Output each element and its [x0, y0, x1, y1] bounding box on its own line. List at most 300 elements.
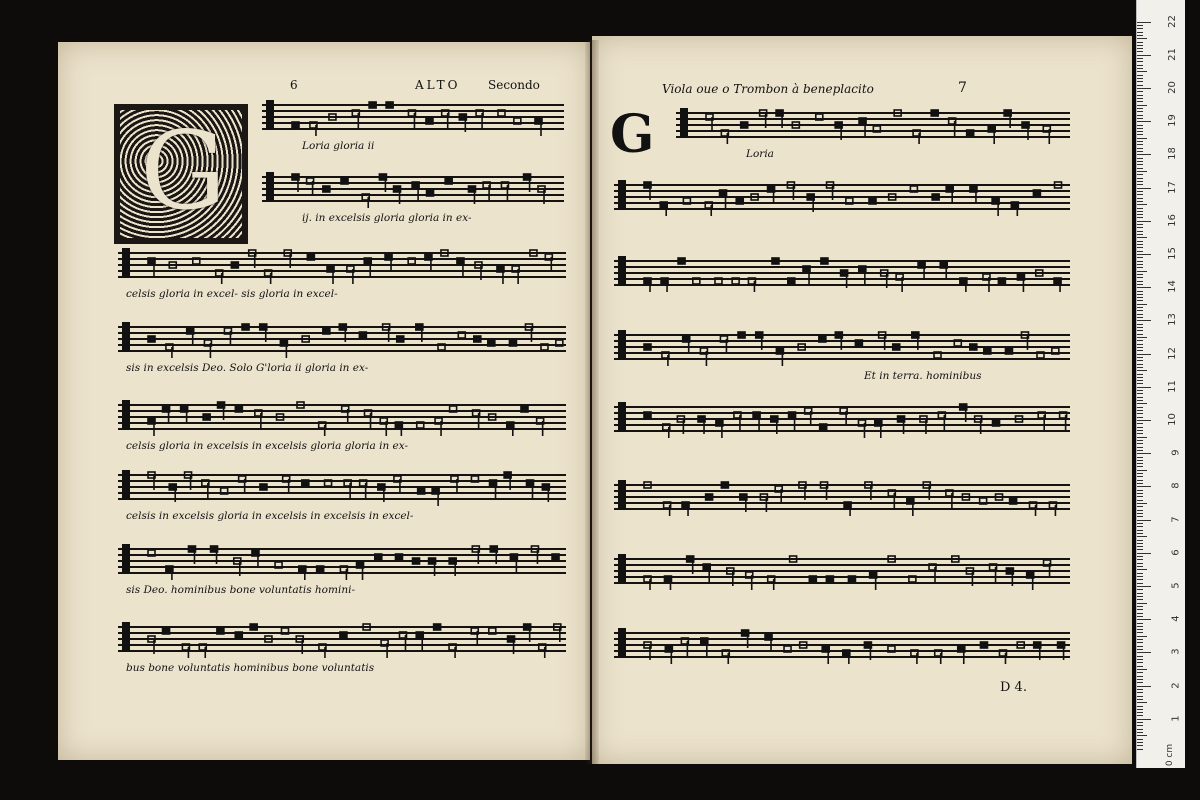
ruler-tick — [1137, 486, 1151, 487]
ruler-minor-tick — [1137, 307, 1143, 308]
ruler-minor-tick — [1137, 151, 1143, 152]
staff-notes — [614, 624, 1070, 664]
ruler-minor-tick — [1137, 138, 1147, 139]
ruler-minor-tick — [1137, 224, 1143, 225]
clef-sign — [122, 322, 130, 352]
ruler-tick — [1137, 520, 1151, 521]
note-head — [1017, 642, 1024, 648]
note-head — [292, 122, 299, 128]
ruler-minor-tick — [1137, 247, 1143, 248]
ruler-minor-tick — [1137, 367, 1143, 368]
ruler-minor-tick — [1137, 241, 1143, 242]
ruler-minor-tick — [1137, 148, 1143, 149]
ruler-minor-tick — [1137, 267, 1143, 268]
note-head — [260, 484, 267, 490]
ruler-minor-tick — [1137, 304, 1147, 305]
note-head — [732, 278, 739, 284]
music-staff — [118, 548, 566, 574]
note-head — [821, 258, 828, 264]
ruler-minor-tick — [1137, 603, 1147, 604]
ruler-tick — [1137, 553, 1151, 554]
note-head — [163, 628, 170, 634]
music-staff — [614, 406, 1070, 432]
note-head — [408, 258, 415, 264]
ruler-minor-tick — [1137, 523, 1143, 524]
ruler-minor-tick — [1137, 666, 1143, 667]
note-head — [434, 624, 441, 630]
ruler-minor-tick — [1137, 566, 1143, 567]
clef-sign — [122, 400, 130, 430]
note-head — [820, 424, 827, 430]
ruler-minor-tick — [1137, 194, 1143, 195]
ruler-minor-tick — [1137, 198, 1143, 199]
note-head — [359, 332, 366, 338]
lyric-line: celsis gloria in excelsis in excelsis gloria gloria in ex- — [126, 440, 409, 452]
ruler-minor-tick — [1137, 656, 1143, 657]
note-head — [323, 328, 330, 334]
note-head — [693, 278, 700, 284]
right-voice-title: Viola oue o Trombon à beneplacito — [662, 82, 874, 96]
ruler-tick — [1137, 453, 1151, 454]
note-head — [417, 422, 424, 428]
ruler-tick — [1137, 354, 1151, 355]
ruler-minor-tick — [1137, 470, 1147, 471]
left-page-number: 6 — [290, 78, 298, 92]
note-head — [148, 336, 155, 342]
ruler-minor-tick — [1137, 38, 1147, 39]
note-head — [932, 194, 939, 200]
note-head — [644, 482, 651, 488]
note-head — [741, 122, 748, 128]
ruler-minor-tick — [1137, 284, 1143, 285]
note-head — [474, 336, 481, 342]
ruler-minor-tick — [1137, 569, 1147, 570]
ruler-number: 10 — [1167, 413, 1179, 426]
staff-notes — [262, 96, 564, 136]
ruler-tick — [1137, 154, 1151, 155]
music-staff — [262, 176, 564, 202]
ruler-minor-tick — [1137, 496, 1143, 497]
ruler-minor-tick — [1137, 75, 1143, 76]
ruler-minor-tick — [1137, 450, 1143, 451]
ruler-minor-tick — [1137, 101, 1143, 102]
ruler-minor-tick — [1137, 35, 1143, 36]
note-head — [363, 624, 370, 630]
ruler-minor-tick — [1137, 383, 1143, 384]
ruler-minor-tick — [1137, 526, 1143, 527]
note-head — [498, 110, 505, 116]
staff-notes — [118, 318, 566, 358]
note-head — [678, 258, 685, 264]
ruler-minor-tick — [1137, 676, 1143, 677]
ruler-minor-tick — [1137, 334, 1143, 335]
ruler-tick — [1137, 22, 1151, 23]
note-head — [980, 498, 987, 504]
ruler-minor-tick — [1137, 540, 1143, 541]
ruler-minor-tick — [1137, 374, 1143, 375]
note-head — [250, 624, 257, 630]
ruler-minor-tick — [1137, 403, 1147, 404]
note-head — [889, 194, 896, 200]
ruler-minor-tick — [1137, 546, 1143, 547]
ruler-minor-tick — [1137, 480, 1143, 481]
ruler-minor-tick — [1137, 692, 1143, 693]
ruler-minor-tick — [1137, 337, 1147, 338]
staff-notes — [676, 104, 1070, 144]
note-head — [418, 488, 425, 494]
note-head — [169, 262, 176, 268]
ruler-tick — [1137, 88, 1151, 89]
ruler-minor-tick — [1137, 71, 1147, 72]
ruler-number: 9 — [1170, 449, 1182, 456]
right-page-number: 7 — [958, 80, 967, 96]
note-head — [954, 340, 961, 346]
ruler-minor-tick — [1137, 277, 1143, 278]
music-staff — [118, 474, 566, 500]
ruler-minor-tick — [1137, 327, 1143, 328]
ruler-minor-tick — [1137, 380, 1143, 381]
note-head — [706, 494, 713, 500]
ruler-minor-tick — [1137, 513, 1143, 514]
note-head — [788, 278, 795, 284]
ruler-minor-tick — [1137, 237, 1147, 238]
note-head — [888, 646, 895, 652]
note-head — [235, 406, 242, 412]
staff-notes — [614, 476, 1070, 516]
ruler-minor-tick — [1137, 227, 1143, 228]
ruler-minor-tick — [1137, 105, 1147, 106]
ruler-tick — [1137, 287, 1151, 288]
ruler-minor-tick — [1137, 623, 1143, 624]
note-head — [323, 186, 330, 192]
note-head — [235, 632, 242, 638]
ruler-minor-tick — [1137, 549, 1143, 550]
ruler-minor-tick — [1137, 712, 1143, 713]
note-head — [993, 420, 1000, 426]
ruler-tick — [1137, 254, 1151, 255]
note-head — [970, 344, 977, 350]
ruler-minor-tick — [1137, 709, 1143, 710]
note-head — [1037, 352, 1044, 358]
ruler-minor-tick — [1137, 131, 1143, 132]
music-staff — [614, 260, 1070, 286]
ruler-minor-tick — [1137, 217, 1143, 218]
ruler-minor-tick — [1137, 184, 1143, 185]
note-head — [984, 348, 991, 354]
ruler-minor-tick — [1137, 430, 1143, 431]
ruler-minor-tick — [1137, 576, 1143, 577]
note-head — [395, 554, 402, 560]
ruler-minor-tick — [1137, 427, 1143, 428]
note-head — [1033, 190, 1040, 196]
ruler-minor-tick — [1137, 370, 1147, 371]
ruler-minor-tick — [1137, 91, 1143, 92]
note-head — [962, 494, 969, 500]
note-head — [952, 556, 959, 562]
ruler-minor-tick — [1137, 490, 1143, 491]
ruler-minor-tick — [1137, 231, 1143, 232]
staff-notes — [262, 168, 564, 208]
staff-notes — [614, 176, 1070, 216]
ruler-minor-tick — [1137, 722, 1143, 723]
staff-notes — [118, 396, 566, 436]
lyric-line: sis in excelsis Deo. Solo G'loria ii gloria in ex- — [126, 362, 369, 374]
ruler-minor-tick — [1137, 264, 1143, 265]
ruler-tick — [1137, 420, 1151, 421]
note-head — [541, 344, 548, 350]
note-head — [1055, 182, 1062, 188]
ruler-number: 8 — [1170, 482, 1182, 490]
ruler-minor-tick — [1137, 413, 1143, 414]
decorated-initial — [114, 104, 248, 244]
ruler-minor-tick — [1137, 672, 1143, 673]
ruler-minor-tick — [1137, 626, 1143, 627]
note-head — [894, 110, 901, 116]
note-head — [341, 178, 348, 184]
note-head — [369, 102, 376, 108]
ruler-minor-tick — [1137, 78, 1143, 79]
note-head — [265, 636, 272, 642]
note-head — [427, 190, 434, 196]
ruler-minor-tick — [1137, 128, 1143, 129]
note-head — [846, 198, 853, 204]
clef-sign — [122, 470, 130, 500]
note-head — [521, 406, 528, 412]
clef-sign — [122, 622, 130, 652]
ruler-tick — [1137, 55, 1151, 56]
music-staff — [614, 632, 1070, 658]
ruler-minor-tick — [1137, 125, 1143, 126]
ruler-number: 2 — [1170, 681, 1182, 689]
note-head — [329, 114, 336, 120]
note-head — [998, 278, 1005, 284]
lyric-line: celsis in excelsis gloria in excelsis in excelsis in excel- — [126, 510, 414, 522]
ruler-minor-tick — [1137, 397, 1143, 398]
clef-sign — [122, 544, 130, 574]
note-head — [809, 576, 816, 582]
ruler-minor-tick — [1137, 350, 1143, 351]
ruler-minor-tick — [1137, 616, 1143, 617]
clef-sign — [618, 402, 626, 432]
ruler-minor-tick — [1137, 699, 1143, 700]
staff-notes — [118, 618, 566, 658]
note-head — [317, 566, 324, 572]
ruler-tick — [1137, 586, 1151, 587]
ruler-tick — [1137, 121, 1151, 122]
ruler-number: 13 — [1167, 313, 1179, 327]
ruler-minor-tick — [1137, 593, 1143, 594]
ruler-minor-tick — [1137, 271, 1147, 272]
book-gutter — [585, 40, 599, 764]
initial-letter: G — [140, 109, 227, 234]
staff-notes — [614, 252, 1070, 292]
note-head — [792, 122, 799, 128]
signature-mark: D 4. — [1000, 680, 1027, 695]
ruler-minor-tick — [1137, 115, 1143, 116]
ruler-minor-tick — [1137, 178, 1143, 179]
note-head — [790, 556, 797, 562]
note-head — [798, 344, 805, 350]
note-head — [514, 118, 521, 124]
lyric-line: Et in terra. hominibus — [864, 370, 982, 382]
ruler-minor-tick — [1137, 573, 1143, 574]
ruler-minor-tick — [1137, 251, 1143, 252]
note-head — [242, 324, 249, 330]
ruler-minor-tick — [1137, 208, 1143, 209]
ruler-minor-tick — [1137, 629, 1143, 630]
note-head — [375, 554, 382, 560]
ruler-minor-tick — [1137, 556, 1143, 557]
note-head — [413, 558, 420, 564]
ruler-tick — [1137, 619, 1151, 620]
ruler-minor-tick — [1137, 466, 1143, 467]
ruler-minor-tick — [1137, 42, 1143, 43]
note-head — [426, 118, 433, 124]
ruler-minor-tick — [1137, 732, 1143, 733]
ruler-minor-tick — [1137, 191, 1143, 192]
note-head — [800, 642, 807, 648]
note-head — [307, 254, 314, 260]
note-head — [644, 412, 651, 418]
ruler-minor-tick — [1137, 261, 1143, 262]
ruler-tick — [1137, 387, 1151, 388]
ruler-minor-tick — [1137, 696, 1143, 697]
note-head — [1010, 498, 1017, 504]
ruler-minor-tick — [1137, 300, 1143, 301]
lyric-line: celsis gloria in excel- sis gloria in excel- — [126, 288, 338, 300]
note-head — [934, 352, 941, 358]
note-head — [302, 336, 309, 342]
ruler-minor-tick — [1137, 134, 1143, 135]
music-staff — [118, 626, 566, 652]
ruler-minor-tick — [1137, 745, 1143, 746]
clef-sign — [618, 628, 626, 658]
ruler-minor-tick — [1137, 314, 1143, 315]
ruler-tick — [1137, 719, 1151, 720]
music-staff — [118, 404, 566, 430]
ruler-minor-tick — [1137, 400, 1143, 401]
ruler-number: 6 — [1170, 549, 1182, 556]
lyric-line: Loria — [746, 148, 774, 160]
ruler-minor-tick — [1137, 144, 1143, 145]
ruler-minor-tick — [1137, 433, 1143, 434]
note-head — [489, 414, 496, 420]
ruler-minor-tick — [1137, 81, 1143, 82]
note-head — [340, 632, 347, 638]
ruler-minor-tick — [1137, 669, 1147, 670]
ruler-minor-tick — [1137, 211, 1143, 212]
note-head — [893, 344, 900, 350]
ruler-minor-tick — [1137, 649, 1143, 650]
ruler-minor-tick — [1137, 749, 1143, 750]
clef-sign — [618, 180, 626, 210]
measurement-ruler — [1136, 0, 1185, 768]
note-head — [967, 130, 974, 136]
ruler-minor-tick — [1137, 559, 1143, 560]
right-initial-letter: G — [610, 104, 655, 165]
ruler-minor-tick — [1137, 423, 1143, 424]
ruler-number: 15 — [1167, 247, 1179, 260]
ruler-minor-tick — [1137, 706, 1143, 707]
staff-notes — [614, 550, 1070, 590]
ruler-minor-tick — [1137, 476, 1143, 477]
ruler-minor-tick — [1137, 340, 1143, 341]
ruler-minor-tick — [1137, 417, 1143, 418]
ruler-number: 22 — [1167, 14, 1179, 28]
ruler-minor-tick — [1137, 407, 1143, 408]
ruler-number: 4 — [1170, 615, 1182, 622]
ruler-minor-tick — [1137, 742, 1143, 743]
ruler-minor-tick — [1137, 65, 1143, 66]
ruler-minor-tick — [1137, 596, 1143, 597]
music-staff — [614, 184, 1070, 210]
note-head — [552, 554, 559, 560]
ruler-minor-tick — [1137, 636, 1147, 637]
ruler-minor-tick — [1137, 702, 1147, 703]
ruler-minor-tick — [1137, 493, 1143, 494]
note-head — [848, 576, 855, 582]
note-head — [715, 278, 722, 284]
ruler-minor-tick — [1137, 646, 1143, 647]
note-head — [751, 194, 758, 200]
ruler-number: 7 — [1170, 515, 1182, 523]
ruler-tick — [1137, 652, 1151, 653]
ruler-minor-tick — [1137, 244, 1143, 245]
note-head — [1036, 270, 1043, 276]
ruler-minor-tick — [1137, 457, 1143, 458]
music-staff — [118, 326, 566, 352]
note-head — [1005, 348, 1012, 354]
ruler-minor-tick — [1137, 543, 1143, 544]
staff-notes — [118, 244, 566, 284]
ruler-minor-tick — [1137, 108, 1143, 109]
ruler-minor-tick — [1137, 642, 1143, 643]
ruler-tick — [1137, 221, 1151, 222]
ruler-minor-tick — [1137, 662, 1143, 663]
ruler-minor-tick — [1137, 274, 1143, 275]
note-head — [738, 332, 745, 338]
ruler-minor-tick — [1137, 141, 1143, 142]
note-head — [438, 344, 445, 350]
ruler-minor-tick — [1137, 291, 1143, 292]
note-head — [509, 340, 516, 346]
music-staff — [262, 104, 564, 130]
ruler-minor-tick — [1137, 347, 1143, 348]
ruler-minor-tick — [1137, 158, 1143, 159]
ruler-minor-tick — [1137, 506, 1143, 507]
ruler-minor-tick — [1137, 715, 1143, 716]
ruler-minor-tick — [1137, 599, 1143, 600]
ruler-minor-tick — [1137, 393, 1143, 394]
ruler-minor-tick — [1137, 164, 1143, 165]
ruler-minor-tick — [1137, 294, 1143, 295]
ruler-minor-tick — [1137, 377, 1143, 378]
note-head — [980, 642, 987, 648]
note-head — [386, 102, 393, 108]
ruler-minor-tick — [1137, 443, 1143, 444]
ruler-tick — [1137, 188, 1151, 189]
ruler-minor-tick — [1137, 563, 1143, 564]
clef-sign — [618, 480, 626, 510]
ruler-minor-tick — [1137, 360, 1143, 361]
ruler-minor-tick — [1137, 257, 1143, 258]
lyric-line: ij. in excelsis gloria gloria in ex- — [302, 212, 472, 224]
note-head — [193, 258, 200, 264]
music-staff — [118, 252, 566, 278]
note-head — [873, 126, 880, 132]
note-head — [826, 576, 833, 582]
left-voice-title: ALTO — [415, 78, 461, 92]
